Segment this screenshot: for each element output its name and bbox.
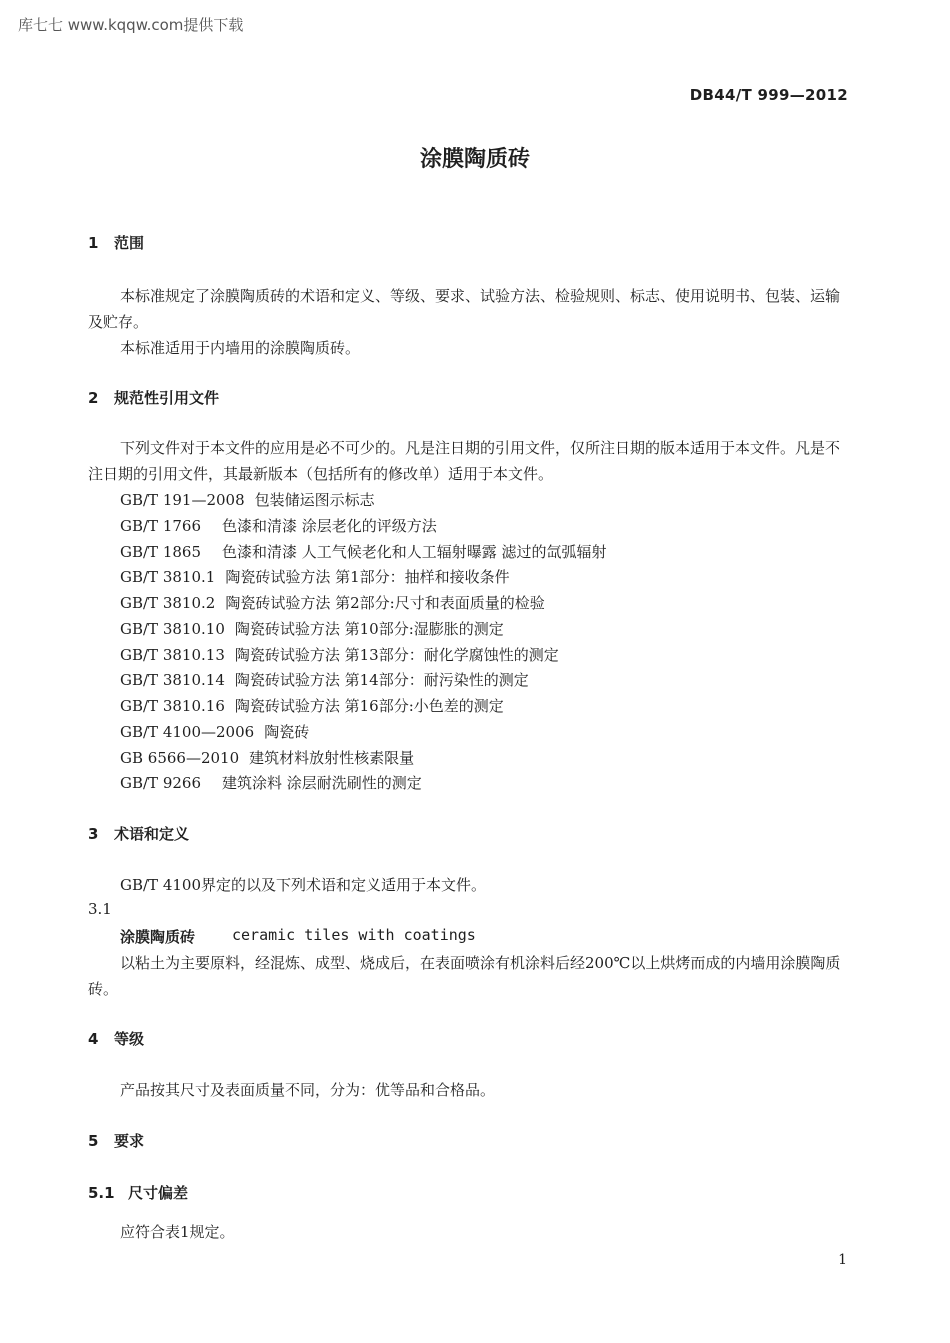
reference-item — [120, 772, 422, 793]
reference-code: GB/T 3810.10 — [120, 620, 225, 638]
page-number: 1 — [838, 1252, 847, 1268]
section-1-paragraph-1: 本标准规定了涂膜陶质砖的术语和定义、等级、要求、试验方法、检验规则、标志、使用说明书、包装、运输及贮存。 — [88, 287, 841, 331]
reference-item — [120, 669, 529, 690]
reference-title: 陶瓷砖试验方法 第1部分：抽样和接收条件 — [225, 568, 510, 586]
section-number: 1 — [88, 234, 99, 252]
reference-item — [120, 515, 437, 536]
section-1-heading — [88, 232, 144, 253]
section-4-paragraph-1: 产品按其尺寸及表面质量不同，分为：优等品和合格品。 — [120, 1081, 496, 1099]
reference-code: GB/T 1766 — [120, 517, 202, 535]
reference-item — [120, 541, 607, 562]
reference-item — [120, 618, 504, 639]
reference-code: GB/T 9266 — [120, 774, 202, 792]
section-title: 要求 — [114, 1132, 145, 1150]
reference-code: GB/T 191—2008 — [120, 491, 245, 509]
section-title: 等级 — [114, 1030, 145, 1048]
reference-code: GB/T 3810.16 — [120, 697, 225, 715]
reference-title: 包装储运图示标志 — [254, 491, 375, 509]
section-1-paragraph-2: 本标准适用于内墙用的涂膜陶质砖。 — [120, 339, 361, 357]
section-3-paragraph-1: GB/T 4100界定的以及下列术语和定义适用于本文件。 — [120, 876, 487, 894]
reference-code: GB/T 1865 — [120, 543, 202, 561]
reference-code: GB 6566—2010 — [120, 749, 240, 767]
reference-title: 色漆和清漆 人工气候老化和人工辐射曝露 滤过的氙弧辐射 — [222, 543, 607, 561]
section-title: 尺寸偏差 — [128, 1184, 189, 1202]
term-number: 3.1 — [88, 900, 112, 918]
reference-title: 建筑材料放射性核素限量 — [249, 749, 415, 767]
section-title: 术语和定义 — [114, 825, 190, 843]
reference-title: 陶瓷砖试验方法 第16部分:小色差的测定 — [234, 697, 504, 715]
term-english: ceramic tiles with coatings — [232, 926, 476, 944]
reference-item — [120, 592, 545, 613]
section-5-1-heading — [88, 1182, 188, 1203]
document-code: DB44/T 999—2012 — [689, 86, 848, 104]
section-number: 2 — [88, 389, 99, 407]
reference-item — [120, 721, 309, 742]
term-definition: 以粘土为主要原料，经混炼、成型、烧成后，在表面喷涂有机涂料后经200℃以上烘烤而成的内墙用涂膜陶质砖。 — [88, 954, 841, 998]
section-4-heading — [88, 1028, 144, 1049]
section-title: 范围 — [114, 234, 145, 252]
reference-title: 陶瓷砖试验方法 第14部分：耐污染性的测定 — [234, 671, 529, 689]
section-title: 规范性引用文件 — [114, 389, 220, 407]
reference-item — [120, 644, 559, 665]
reference-code: GB/T 4100—2006 — [120, 723, 255, 741]
section-number: 5.1 — [88, 1184, 115, 1202]
page-title: 涂膜陶质砖 — [419, 147, 530, 172]
section-5-1-paragraph-1: 应符合表1规定。 — [120, 1223, 235, 1241]
reference-title: 建筑涂料 涂层耐洗刷性的测定 — [222, 774, 422, 792]
reference-item — [120, 695, 504, 716]
reference-title: 陶瓷砖试验方法 第2部分:尺寸和表面质量的检验 — [225, 594, 545, 612]
reference-title: 陶瓷砖 — [264, 723, 310, 741]
watermark-text: 库七七 www.kqqw.com提供下载 — [18, 16, 244, 34]
section-3-heading — [88, 823, 189, 844]
reference-code: GB/T 3810.14 — [120, 671, 225, 689]
section-5-heading — [88, 1130, 144, 1151]
reference-item — [120, 566, 510, 587]
reference-code: GB/T 3810.1 — [120, 568, 216, 586]
section-2-paragraph-1: 下列文件对于本文件的应用是必不可少的。凡是注日期的引用文件，仅所注日期的版本适用于本文件。凡是不注日期的引用文件，其最新版本（包括所有的修改单）适用于本文件。 — [88, 439, 841, 483]
reference-item — [120, 747, 414, 768]
reference-title: 色漆和清漆 涂层老化的评级方法 — [222, 517, 437, 535]
term-chinese: 涂膜陶质砖 — [120, 928, 196, 946]
section-number: 3 — [88, 825, 99, 843]
reference-title: 陶瓷砖试验方法 第10部分:湿膨胀的测定 — [234, 620, 504, 638]
section-2-heading — [88, 387, 219, 408]
reference-title: 陶瓷砖试验方法 第13部分：耐化学腐蚀性的测定 — [234, 646, 559, 664]
reference-code: GB/T 3810.2 — [120, 594, 216, 612]
section-number: 4 — [88, 1030, 99, 1048]
reference-code: GB/T 3810.13 — [120, 646, 225, 664]
section-number: 5 — [88, 1132, 99, 1150]
reference-item — [120, 489, 375, 510]
